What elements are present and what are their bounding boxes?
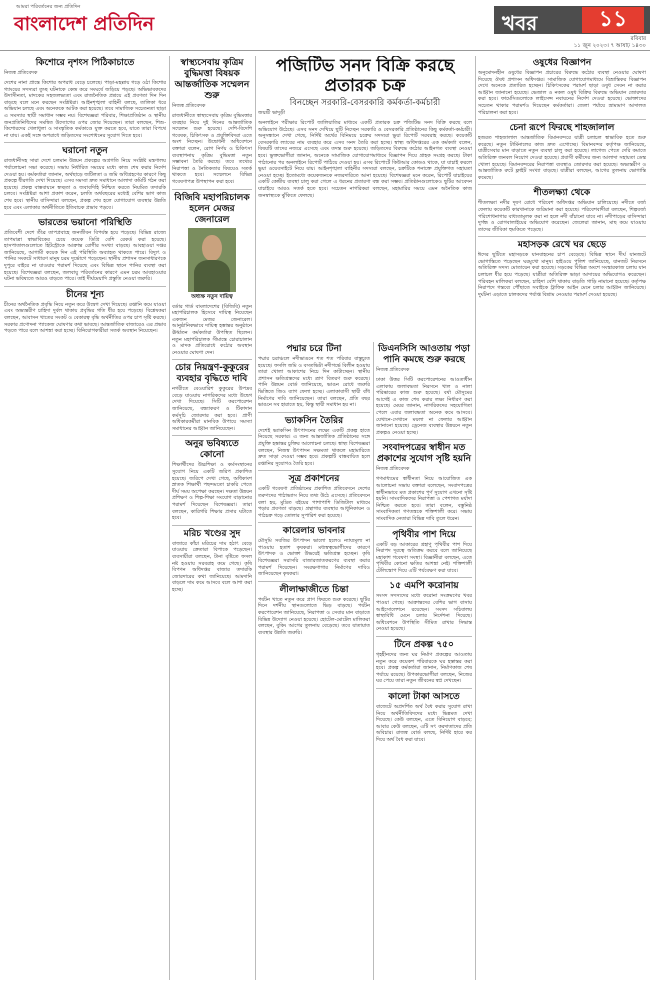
lead-story bbox=[258, 56, 472, 338]
column-5 bbox=[478, 56, 646, 980]
headline-a22: চেনা রূপে ফিরছে শাহজালাল bbox=[509, 123, 615, 134]
body-a14: পর্যটন খাতে নতুন করে প্রাণ ফিরতে শুরু করেছে। ছুটির দিনে দর্শনীয় স্থানগুলোতে ভিড় বাড়ছে। পর্যটন করপোরেশন জানিয়েছে, নিরাপত্তা ও সেবার মান বাড়াতে বিভিন্ন উদ্যোগ নেওয়া হয়েছে। হোটেল-মোটেল মালিকরা বলছেন, বুকিং আগের তুলনায় বেড়েছে। তবে যাতায়াত ব্যবস্থার উন্নতি জরুরি। bbox=[258, 596, 370, 636]
body-a12: একটি গবেষণা প্রতিষ্ঠানের প্রকাশিত প্রতিবেদনে দেশের তরুণদের পাঠাভ্যাস নিয়ে তথ্য উঠে এসেছে। প্রতিবেদনে বলা হয়, মুদ্রিত বইয়ের পাশাপাশি ডিজিটাল মাধ্যমে পড়ার প্রবণতা বাড়ছে। গ্রন্থাগার ব্যবস্থার আধুনিকায়ন ও পাঠচক্র গড়ে তোলার সুপারিশ করা হয়েছে। bbox=[258, 486, 370, 519]
separator bbox=[172, 525, 252, 526]
dateline-date: ১১ জুন ২০২৩। ৭ আষাঢ় ১৪৩০ bbox=[573, 43, 646, 49]
headline-a1: কিশোরে নৃশংস পিঠিকাচাতে bbox=[35, 58, 135, 68]
headline-a4: চীনের শূন্য bbox=[66, 289, 104, 300]
separator bbox=[258, 470, 370, 471]
headline-a6: বিজিবি মহাপরিচালক হলেন মেজর জেনারেল bbox=[174, 192, 250, 225]
body-a15: ঢাকা উত্তর সিটি করপোরেশনের আওতাধীন এলাকায় জলাবদ্ধতা নিরসনে খাল ও নালা পরিষ্কারের কাজ শুরু হয়েছে। বর্ষা মৌসুমের আগেই এ কাজ শেষ করার লক্ষ্য নির্ধারণ করা হয়েছে। মেয়র জানান, নাগরিকদের সহযোগিতা পেলে এবার জলাবদ্ধতা অনেক কমে আসবে। যেখানে-সেখানে ময়লা না ফেলার আহ্বান জানানো হয়েছে। ড্রেনেজ ব্যবস্থার উন্নয়নে নতুন প্রকল্পও নেওয়া হচ্ছে। bbox=[376, 377, 472, 436]
article-a7 bbox=[172, 363, 252, 432]
article-a13 bbox=[258, 526, 370, 578]
separator bbox=[376, 688, 472, 689]
lead-byline: জয়শ্রী ভাদুড়ী bbox=[258, 110, 286, 116]
body-a10: পদ্মার চরাঞ্চলে নদীভাঙনে শত শত পরিবার বাস্তুচ্যুত হয়েছে। ফসলি জমি ও বসতভিটা নদীগর্ভে বিলীন হওয়ায় তারা খোলা আকাশের নিচে দিন কাটাচ্ছেন। স্থানীয় প্রশাসন ক্ষতিগ্রস্তদের মধ্যে ত্রাণ বিতরণ শুরু করেছে। পানি উন্নয়ন বোর্ড জানিয়েছে, ভাঙন রোধে জরুরি ভিত্তিতে জিও ব্যাগ ফেলা হচ্ছে। এলাকাবাসী স্থায়ী বাঁধ নির্মাণের দাবি জানিয়েছেন। তারা বলছেন, প্রতি বছর ভাঙনে সব হারাতে হয়, কিন্তু স্থায়ী সমাধান হয় না। bbox=[258, 356, 370, 409]
lead-body: অনলাইনে পরীক্ষার রিপোর্ট জালিয়াতির মাধ্যমে একটি প্রতারক চক্র পজিটিভ সনদ বিক্রি করছে বলে অভিযোগ উঠেছে। এসব সনদ দেখিয়ে ছুটি নিচ্ছেন সরকারি ও বেসরকারি প্রতিষ্ঠানের কিছু কর্মকর্তা-কর্মচারী। অনুসন্ধানে দেখা গেছে, নির্দিষ্ট অর্থের বিনিময়ে চক্রের সদস্যরা ভুয়া রিপোর্ট সরবরাহ করছে। কয়েকটি বেসরকারি ল্যাবের নাম ব্যবহার করে এসব সনদ তৈরি করা হচ্ছে। স্বাস্থ্য অধিদপ্তরের এক কর্মকর্তা বলেন, বিষয়টি তাদের নজরে এসেছে এবং তদন্ত শুরু হয়েছে। জড়িতদের বিরুদ্ধে কঠোর আইনগত ব্যবস্থা নেওয়া হবে। ভুক্তভোগীরা জানান, অনেকে সামাজিক যোগাযোগমাধ্যমে বিজ্ঞাপন দিয়ে গ্রাহক সংগ্রহ করছে। টাকা পাঠানোর পর অনলাইনে রিপোর্ট পাঠিয়ে দেওয়া হয়। এসব রিপোর্টে কিউআর কোডও থাকে, যা যাচাই করলে ভুয়া ওয়েবসাইটে নিয়ে যায়। আইনশৃঙ্খলা বাহিনীর সদস্যরা বলছেন, চক্রটিকে শনাক্তে প্রযুক্তিগত সহায়তা নেওয়া হচ্ছে। ইতোমধ্যে কয়েকজনকে নজরদারিতে আনা হয়েছে। বিশেষজ্ঞরা মনে করেন, রিপোর্ট যাচাইয়ের একটি কেন্দ্রীয় ব্যবস্থা চালু করা গেলে এ ধরনের প্রতারণা বন্ধ করা সম্ভব। প্রতিষ্ঠানগুলোকেও ছুটির আবেদন যাচাইয়ে আরও সতর্ক হতে হবে। সচেতন নাগরিকরা বলছেন, মহামারির সময়ে এমন অনৈতিক কাজ জনস্বাস্থ্যকে ঝুঁকিতে ফেলছে। bbox=[258, 120, 472, 199]
section-label bbox=[494, 6, 650, 34]
article-a23 bbox=[478, 188, 646, 233]
separator bbox=[172, 189, 252, 190]
body-a18: সংসদ সদস্যদের মধ্যে করোনা সংক্রমণের খবর পাওয়া গেছে। আক্রান্তদের বেশির ভাগ বাসায় আইসোলেশনে রয়েছেন। সংসদ সচিবালয় স্বাস্থ্যবিধি মেনে চলার নির্দেশনা দিয়েছে। অধিবেশনে উপস্থিতি সীমিত রাখার সিদ্ধান্ত নেওয়া হয়েছে। bbox=[376, 593, 472, 633]
headline-a20: কালো টাকা আসতে bbox=[388, 692, 460, 702]
article-a10 bbox=[258, 344, 370, 409]
headline-a15: ডিএনসিসি আওতায় পড়া পানি কমছে শুরু করছে bbox=[378, 344, 470, 365]
article-a9 bbox=[172, 529, 252, 594]
column-rule bbox=[169, 56, 170, 980]
headline-a7: চোর নিয়ন্ত্রণ-কুকুরের ব্যবহার বৃদ্ধিতে দাবি bbox=[175, 363, 249, 385]
separator bbox=[376, 526, 472, 527]
logo-tagline: আমরা পরিবর্তনের জন্য প্রতিদিন bbox=[16, 4, 81, 10]
article-a11 bbox=[258, 416, 370, 468]
masthead bbox=[0, 0, 650, 49]
column-rule bbox=[255, 56, 256, 980]
headline-a24: মহাসড়ক রেখে ঘর ছেড়ে bbox=[517, 240, 607, 251]
body-a8: শিক্ষার্থীদের উচ্চশিক্ষা ও কর্মসংস্থানের সুযোগ নিয়ে একটি জরিপ প্রকাশিত হয়েছে। জরিপে দেখা গেছে, অধিকাংশ স্নাতক শিক্ষার্থী পছন্দমতো চাকরি পেতে দীর্ঘ সময় অপেক্ষা করছেন। দক্ষতা উন্নয়ন প্রশিক্ষণ ও শিল্প-শিক্ষা সংযোগ বাড়ানোর পরামর্শ দিয়েছেন বিশেষজ্ঞরা। তারা বলছেন, কারিগরি শিক্ষার প্রসার ঘটাতে হবে। bbox=[172, 462, 252, 522]
article-a12 bbox=[258, 474, 370, 519]
headline-a23: শীতলক্ষ্যা থেকে bbox=[533, 188, 591, 199]
body-a17: একটি বড় আকারের গ্রহাণু পৃথিবীর পাশ দিয়ে নিরাপদ দূরত্বে অতিক্রম করবে বলে জানিয়েছে মহাকাশ গবেষণা সংস্থা। বিজ্ঞানীরা বলছেন, এতে পৃথিবীর কোনো ক্ষতির আশঙ্কা নেই। শক্তিশালী টেলিস্কোপ দিয়ে এটি পর্যবেক্ষণ করা যাবে। bbox=[376, 541, 472, 574]
column-4 bbox=[376, 342, 472, 980]
separator bbox=[376, 636, 472, 637]
headline-a9: মরিচ খণ্ডের সুদ bbox=[183, 528, 241, 539]
column-1 bbox=[4, 56, 166, 980]
separator bbox=[4, 214, 166, 215]
separator bbox=[172, 359, 252, 360]
separator bbox=[478, 119, 646, 120]
separator bbox=[4, 286, 166, 287]
body-a6: বর্ডার গার্ড বাংলাদেশের (বিজিবি) নতুন মহাপরিচালক হিসেবে দায়িত্ব নিয়েছেন একজন মেজর জেনারেল। আনুষ্ঠানিকভাবে দায়িত্ব হস্তান্তর অনুষ্ঠানে ঊর্ধ্বতন কর্মকর্তারা উপস্থিত ছিলেন। নতুন মহাপরিচালক সীমান্তে চোরাচালান ও মাদক প্রতিরোধে কঠোর অবস্থান নেওয়ার ঘোষণা দেন। bbox=[172, 303, 252, 356]
headline-a17: পৃথিবীর পাশ দিয়ে bbox=[392, 529, 456, 540]
article-a2 bbox=[4, 146, 166, 211]
body-a11: দেশেই ভ্যাকসিন উৎপাদনের লক্ষ্যে একটি প্রকল্প হাতে নিয়েছে সরকার। এ জন্য আন্তর্জাতিক প্রতিষ্ঠানের সঙ্গে প্রযুক্তি হস্তান্তর চুক্তির আলোচনা চলছে। স্বাস্থ্য বিশেষজ্ঞরা বলছেন, নিজস্ব উৎপাদন সক্ষমতা থাকলে মহামারিতে দ্রুত সাড়া দেওয়া সম্ভব হবে। প্রকল্পটি বাস্তবায়িত হলে রপ্তানির সুযোগও তৈরি হবে। bbox=[258, 427, 370, 467]
article-a20 bbox=[376, 692, 472, 744]
body-a24: ঈদের ছুটিতে মহাসড়কে যানবাহনের চাপ বেড়েছে। বিভিন্ন স্থানে দীর্ঘ যানজটে ভোগান্তিতে পড়েছেন ঘরমুখো মানুষ। হাইওয়ে পুলিশ জানিয়েছে, যানজট নিরসনে অতিরিক্ত সদস্য মোতায়েন করা হয়েছে। সড়কের বিভিন্ন অংশে সংস্কারকাজ চলায় যান চলাচল ধীর হয়ে পড়েছে। যাত্রীরা অতিরিক্ত ভাড়া আদায়ের অভিযোগও করেছেন। পরিবহন মালিকরা বলছেন, চাহিদা বেশি থাকায় বাড়তি গাড়ি নামানো হয়েছে। কর্তৃপক্ষ নিরাপদে গন্তব্যে পৌঁছাতে সবাইকে ট্রাফিক আইন মেনে চলার আহ্বান জানিয়েছে। দুর্ঘটনা এড়াতে চালকদের পর্যাপ্ত বিশ্রাম নেওয়ার পরামর্শ দেওয়া হয়েছে। bbox=[478, 252, 646, 298]
article-a21 bbox=[478, 58, 646, 116]
article-a5 bbox=[172, 58, 252, 186]
body-a7: নগরীতে বেওয়ারিশ কুকুরের উপদ্রব বেড়ে যাওয়ায় নাগরিকদের মধ্যে উদ্বেগ দেখা দিয়েছে। সিটি করপোরেশন জানিয়েছে, বন্ধ্যাকরণ ও টিকাদান কর্মসূচি জোরদার করা হবে। প্রাণী অধিকারকর্মীরা মানবিক উপায়ে সমস্যা সমাধানের আহ্বান জানিয়েছেন। bbox=[172, 386, 252, 432]
byline-a15: নিজস্ব প্রতিবেদক bbox=[376, 367, 410, 373]
article-a16 bbox=[376, 443, 472, 522]
masthead-rule bbox=[0, 50, 650, 51]
article-a17 bbox=[376, 530, 472, 575]
separator bbox=[376, 577, 472, 578]
body-a19: গৃহহীনদের জন্য ঘর নির্মাণ প্রকল্পের আওতায় নতুন করে কয়েকশ পরিবারকে ঘর হস্তান্তর করা হবে। প্রকল্প কর্মকর্তারা জানান, নির্মাণকাজ শেষ পর্যায়ে রয়েছে। উপকারভোগীরা বলছেন, নিজের ঘর পেয়ে তারা নতুন জীবনের স্বপ্ন দেখছেন। bbox=[376, 652, 472, 685]
lead-headline: পজিটিভ সনদ বিক্রি করছে প্রতারক চক্র bbox=[275, 56, 455, 96]
dateline-day: রবিবার bbox=[630, 36, 646, 42]
headline-a3: ভারতের ভয়ানো পরিস্থিতি bbox=[38, 218, 132, 229]
separator bbox=[172, 435, 252, 436]
page-number: ১১ bbox=[582, 7, 644, 33]
officer-photo bbox=[188, 228, 236, 292]
headline-a8: অনুর ভবিষ্যতে কোনো bbox=[185, 439, 239, 461]
separator bbox=[376, 439, 472, 440]
body-a4: চীনের অর্থনৈতিক প্রবৃদ্ধি নিয়ে নতুন করে উদ্বেগ দেখা দিয়েছে। রপ্তানি কমে যাওয়া এবং অভ্যন্তরীণ চাহিদা দুর্বল থাকায় প্রবৃদ্ধির গতি ধীর হয়ে পড়েছে। বিশ্লেষকরা বলছেন, আবাসন খাতের সংকট ও বেকারত্ব বৃদ্ধি অর্থনীতির ওপর চাপ সৃষ্টি করছে। সরকার প্রণোদনা প্যাকেজ ঘোষণার কথা ভাবছে। আন্তর্জাতিক বাজারেও এর প্রভাব পড়তে পারে বলে আশঙ্কা করা হচ্ছে। বিনিয়োগকারীরা সতর্ক অবস্থান নিয়েছেন। bbox=[4, 301, 166, 335]
headline-a2: ঘরানো নতুন bbox=[62, 146, 108, 157]
article-a22 bbox=[478, 123, 646, 181]
article-a24 bbox=[478, 240, 646, 298]
headline-a12: সূত্র প্রকাশনের bbox=[288, 474, 340, 485]
column-3 bbox=[258, 342, 370, 980]
body-a21: অনুমোদনহীন ওষুধের বিজ্ঞাপন প্রচারের বিরুদ্ধে কঠোর ব্যবস্থা নেওয়ার ঘোষণা দিয়েছে ঔষধ প্রশাসন অধিদপ্তর। সামাজিক যোগাযোগমাধ্যমে বিভ্রান্তিকর বিজ্ঞাপন দেখে অনেকে প্রতারিত হচ্ছেন। চিকিৎসকের পরামর্শ ছাড়া ওষুধ সেবন না করার আহ্বান জানানো হয়েছে। ভেজাল ও নকল ওষুধ বিক্রির বিরুদ্ধে অভিযান জোরদার করা হবে। ফার্মেসিগুলোকে লাইসেন্স নবায়নের নির্দেশ দেওয়া হয়েছে। ভোক্তাদের সচেতন থাকার পরামর্শও দিয়েছেন কর্মকর্তারা। জেলা পর্যায়ে ভ্রাম্যমাণ আদালত পরিচালনা করা হবে। bbox=[478, 70, 646, 116]
dateline bbox=[574, 36, 646, 50]
lead-subheadline: বিনচ্ছেন সরকারি-বেসরকারি কর্মকর্তা-কর্মচারী bbox=[289, 98, 441, 108]
separator bbox=[4, 142, 166, 143]
body-a2: রাজধানীসহ সারা দেশে চলমান উন্নয়ন প্রকল্পের অগ্রগতি নিয়ে সংশ্লিষ্ট মন্ত্রণালয় পর্যালোচনা সভা করেছে। সভায় নির্ধারিত সময়ের মধ্যে কাজ শেষ করার নির্দেশ দেওয়া হয়। কর্মকর্তারা জানান, অর্থছাড়ে জটিলতা ও জমি অধিগ্রহণের কারণে কিছু প্রকল্পে ধীরগতি দেখা দিয়েছে। এসব সমস্যা দ্রুত সমাধানে আলাদা কমিটি গঠন করা হয়েছে। প্রকল্প বাস্তবায়নে স্বচ্ছতা ও জবাবদিহি নিশ্চিত করতে নিয়মিত তদারকি চলবে। সংশ্লিষ্টরা আশা প্রকাশ করেন, চলতি অর্থবছরের মধ্যেই বেশির ভাগ কাজ শেষ হবে। স্থানীয় বাসিন্দারা বলছেন, প্রকল্প শেষ হলে যোগাযোগ ব্যবস্থার উন্নতি হবে এবং এলাকার অর্থনীতিতে ইতিবাচক প্রভাব পড়বে। bbox=[4, 158, 166, 211]
body-a5: রাজধানীতে স্বাস্থ্যসেবায় কৃত্রিম বুদ্ধিমত্তার ব্যবহার নিয়ে দুই দিনের আন্তর্জাতিক সম্মেলন শুরু হয়েছে। দেশি-বিদেশি গবেষক, চিকিৎসক ও প্রযুক্তিবিদরা এতে অংশ নিচ্ছেন। উদ্বোধনী অধিবেশনে বক্তারা বলেন, রোগ নির্ণয় ও চিকিৎসা ব্যবস্থাপনায় কৃত্রিম বুদ্ধিমত্তা নতুন সম্ভাবনা তৈরি করছে। তবে তথ্যের নিরাপত্তা ও নৈতিকতার বিষয়েও সতর্ক থাকতে হবে। সম্মেলনে বিভিন্ন গবেষণাপত্র উপস্থাপন করা হবে। bbox=[172, 113, 252, 185]
byline-a5: নিজস্ব প্রতিবেদক bbox=[172, 103, 206, 109]
article-a19 bbox=[376, 640, 472, 685]
byline-a1: নিজস্ব প্রতিবেদক bbox=[4, 70, 38, 76]
headline-a10: পদ্মার চরে টিনা bbox=[286, 344, 342, 354]
headline-a5: স্বাস্থ্যসেবায় কৃত্রিম বুদ্ধিমত্তা বিষয়ক আন্তর্জাতিক সম্মেলন শুরু bbox=[174, 58, 250, 101]
headline-a11: ভ্যাকসিন তৈরির bbox=[284, 415, 344, 426]
body-a23: শীতলক্ষ্যা নদীর দূষণ রোধে পরিবেশ অধিদপ্তর অভিযান চালিয়েছে। নদীতে বর্জ্য ফেলায় কয়েকটি কারখানাকে জরিমানা করা হয়েছে। পরিবেশবাদীরা বলছেন, শিল্পবর্জ্য পরিশোধনাগার বাধ্যতামূলক করা না হলে নদী বাঁচানো যাবে না। নদীপাড়ের বাসিন্দারা দুর্গন্ধ ও রোগবালাইয়ের অভিযোগ করেছেন। জেলেরা জানান, মাছ কমে যাওয়ায় তাদের জীবিকা হুমকিতে পড়েছে। bbox=[478, 200, 646, 233]
body-a22: হজরত শাহজালাল আন্তর্জাতিক বিমানবন্দরে যাত্রী চলাচল স্বাভাবিক হতে শুরু করেছে। নতুন টার্মিনালের কাজ দ্রুত এগোচ্ছে। বিমানবন্দর কর্তৃপক্ষ জানিয়েছে, যাত্রীসেবার মান বাড়াতে নতুন ব্যবস্থা চালু করা হয়েছে। লাগেজ পেতে দেরি কমাতে অতিরিক্ত জনবল নিয়োগ দেওয়া হয়েছে। প্রবাসী কর্মীদের জন্য আলাদা সহায়তা ডেস্ক খোলা হয়েছে। বিমানবন্দরের নিরাপত্তা ব্যবস্থাও জোরদার করা হয়েছে। অভ্যন্তরীণ ও আন্তর্জাতিক রুটে ফ্লাইট সংখ্যা বাড়ছে। যাত্রীরা বলছেন, আগের তুলনায় ভোগান্তি কমেছে। bbox=[478, 135, 646, 181]
article-a14 bbox=[258, 585, 370, 637]
article-a3 bbox=[4, 218, 166, 283]
article-a1 bbox=[4, 58, 166, 139]
headline-a18: ১৫ এমপি করোনায় bbox=[389, 581, 459, 592]
article-a18 bbox=[376, 581, 472, 633]
photo-uniform bbox=[194, 260, 230, 292]
separator bbox=[258, 522, 370, 523]
article-a6 bbox=[172, 193, 252, 357]
separator bbox=[478, 184, 646, 185]
article-a4 bbox=[4, 290, 166, 335]
separator bbox=[478, 236, 646, 237]
separator bbox=[258, 581, 370, 582]
article-a8 bbox=[172, 439, 252, 521]
headline-a21: ওষুধের বিজ্ঞাপন bbox=[532, 58, 592, 68]
separator bbox=[258, 412, 370, 413]
body-a1: দেশের নানা প্রান্তে কিশোর অপরাধ বেড়ে চলেছে। পাড়া-মহল্লায় গড়ে ওঠা কিশোর গ্যাংয়ের সদস্যরা তুচ্ছ ঘটনাকে কেন্দ্র করে সংঘর্ষে জড়িয়ে পড়ছে। অভিভাবকদের উদাসীনতা, মাদকের সহজলভ্যতা এবং রাজনৈতিক প্রশ্রয়ে এই প্রবণতা দিন দিন বাড়ছে বলে মনে করছেন সংশ্লিষ্টরা। আইনশৃঙ্খলা বাহিনী বলছে, তালিকা ধরে অভিযান চলছে এবং অনেককে আটক করা হয়েছে। তবে সামাজিক সচেতনতা ছাড়া এ সমস্যার স্থায়ী সমাধান সম্ভব নয়। বিশেষজ্ঞরা পরিবার, শিক্ষাপ্রতিষ্ঠান ও স্থানীয় জনপ্রতিনিধিদের সমন্বিত উদ্যোগের ওপর জোর দিয়েছেন। তারা বলছেন, শিশু-কিশোরদের খেলাধুলা ও সাংস্কৃতিক কর্মকাণ্ডে যুক্ত করতে হবে, যাতে তারা বিপথে না যায়। একই সঙ্গে অপরাধে জড়িতদের সংশোধনের সুযোগ দিতে হবে। bbox=[4, 80, 166, 139]
column-rule bbox=[475, 56, 476, 980]
headline-a13: কারেলার ভাবনার bbox=[282, 526, 346, 537]
photo-caption: অধ্যক্ষ নতুন দায়িত্ব bbox=[191, 293, 233, 300]
newspaper-logo: বাংলাদেশ প্রতিদিন bbox=[14, 13, 155, 35]
body-a20: বাজেটে অপ্রদর্শিত অর্থ বৈধ করার সুযোগ রাখা নিয়ে অর্থনীতিবিদদের মধ্যে ভিন্নমত দেখা দিয়েছে। কেউ বলছেন, এতে বিনিয়োগ বাড়বে; আবার কেউ বলছেন, এটি সৎ করদাতাদের প্রতি অবিচার। রাজস্ব বোর্ড বলছে, নির্দিষ্ট হারে কর দিয়ে অর্থ বৈধ করা যাবে। bbox=[376, 704, 472, 743]
article-a15 bbox=[376, 344, 472, 436]
body-a16: গণমাধ্যমের স্বাধীনতা নিয়ে আয়োজিত এক আলোচনা সভায় বক্তারা বলেছেন, সংবাদপত্রের স্বাধীনভাবে মত প্রকাশের পূর্ণ সুযোগ এখনো সৃষ্টি হয়নি। সাংবাদিকদের নিরাপত্তা ও পেশাগত মর্যাদা নিশ্চিত করতে হবে। তারা বলেন, বস্তুনিষ্ঠ সাংবাদিকতা গণতন্ত্রকে শক্তিশালী করে। সভায় সাংবাদিক নেতারা বিভিন্ন দাবি তুলে ধরেন। bbox=[376, 476, 472, 522]
photo-face bbox=[202, 235, 221, 261]
body-a9: বাজারে কাঁচা মরিচের দাম হঠাৎ বেড়ে যাওয়ায় ক্রেতারা বিপাকে পড়েছেন। ব্যবসায়ীরা বলছেন, টানা বৃষ্টিতে ফসল নষ্ট হওয়ায় সরবরাহ কমে গেছে। কৃষি বিপণন অধিদপ্তর বাজার তদারকি জোরদারের কথা জানিয়েছে। আমদানি বাড়লে দাম কমে আসবে বলে আশা করা হচ্ছে। bbox=[172, 540, 252, 593]
column-2 bbox=[172, 56, 252, 980]
section-name: খবর bbox=[502, 11, 538, 35]
headline-a19: টিনে প্রকল্প ৭৫০ bbox=[394, 640, 454, 651]
byline-a16: নিজস্ব প্রতিবেদক bbox=[376, 466, 410, 473]
body-a13: মৌসুমি সবজির উৎপাদন ভালো হলেও ন্যায্যমূল্য না পাওয়ায় হতাশ কৃষকরা। মধ্যস্বত্বভোগীদের কারণে উৎপাদক ও ভোক্তা উভয়েই ক্ষতিগ্রস্ত হচ্ছেন। কৃষি বিশেষজ্ঞরা সরাসরি বাজারজাতকরণের ব্যবস্থা করার পরামর্শ দিয়েছেন। সংরক্ষণাগার নির্মাণের দাবিও জানিয়েছেন কৃষকরা। bbox=[258, 538, 370, 578]
column-rule bbox=[373, 342, 374, 980]
body-a3: প্রতিবেশী দেশে তীব্র তাপপ্রবাহে জনজীবন বিপর্যস্ত হয়ে পড়েছে। বিভিন্ন রাজ্যে তাপমাত্রা স্বাভাবিকের চেয়ে কয়েক ডিগ্রি বেশি রেকর্ড করা হয়েছে। হাসপাতালগুলোতে হিটস্ট্রোকে আক্রান্ত রোগীর সংখ্যা বাড়ছে। আবহাওয়া দপ্তর জানিয়েছে, আগামী কয়েক দিন এই পরিস্থিতি অব্যাহত থাকতে পারে। বিদ্যুৎ ও পানির সংকটে সাধারণ মানুষ চরম দুর্ভোগে পড়েছেন। স্থানীয় প্রশাসন জনসাধারণকে দুপুরে বাইরে না যাওয়ার পরামর্শ দিয়েছে এবং বিভিন্ন স্থানে পানির ব্যবস্থা করা হয়েছে। বিশেষজ্ঞরা বলছেন, জলবায়ু পরিবর্তনের কারণে এমন চরম আবহাওয়ার ঘটনা ভবিষ্যতে আরও বাড়তে পারে। তাই দীর্ঘমেয়াদি প্রস্তুতি নেওয়া জরুরি। bbox=[4, 230, 166, 283]
headline-a16: সংবাদপত্রের স্বাধীন মত প্রকাশের সুযোগ সৃষ্টি হয়নি bbox=[376, 443, 472, 465]
headline-a14: লীলাক্ষাজীতে চিন্তা bbox=[279, 584, 349, 595]
